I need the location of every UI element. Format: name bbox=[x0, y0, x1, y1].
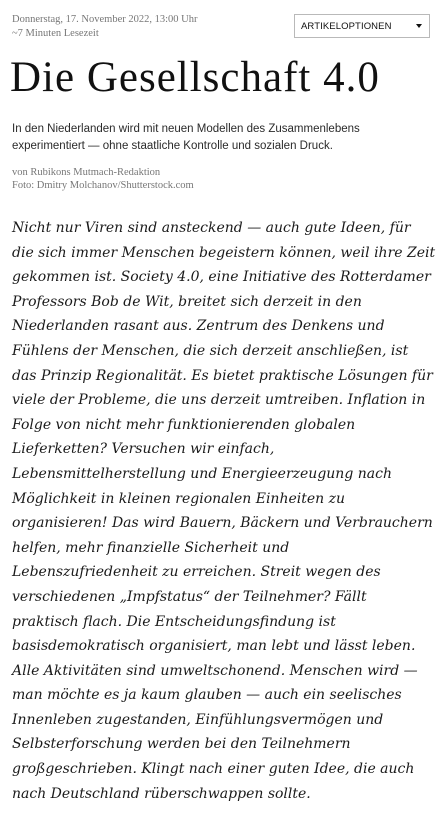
chevron-down-icon bbox=[416, 24, 422, 28]
photo-credit: Foto: Dmitry Molchanov/Shutterstock.com bbox=[12, 180, 194, 191]
reading-time: ~7 Minuten Lesezeit bbox=[12, 28, 99, 39]
article-meta bbox=[12, 13, 197, 41]
article-options-dropdown[interactable] bbox=[294, 14, 430, 38]
publish-date: Donnerstag, 17. November 2022, 13:00 Uhr bbox=[12, 14, 198, 25]
article-lead: In den Niederlanden wird mit neuen Modellen des Zusammenlebens experimentiert — ohne staatliche Kontrolle und sozialen Druck. bbox=[12, 123, 360, 152]
article-credits bbox=[12, 166, 194, 192]
article-author: von Rubikons Mutmach-Redaktion bbox=[12, 167, 161, 178]
article-title: Die Gesellschaft 4.0 bbox=[10, 54, 380, 101]
article-options-label: ARTIKELOPTIONEN bbox=[301, 20, 392, 32]
article-body: Nicht nur Viren sind ansteckend — auch gute Ideen, für die sich immer Menschen begeistern können, weil ihre Zeit gekommen ist. Society 4.0, eine Initiative des Rotterdamer Professors Bob de Wit, breitet sich derzeit in den Niederlanden rasant aus. Zentrum des Denkens und Fühlens der Menschen, die sich derzeit anschließen, ist das Prinzip Regionalität. Es bietet praktische Lösungen für viele der Probleme, die uns derzeit umtreiben. Inflation in Folge von nicht mehr funktionierenden globalen Lieferketten? Versuchen wir einfach, Lebensmittelherstellung und Energieerzeugung nach Möglichkeit in kleinen regionalen Einheiten zu organisieren! Das wird Bauern, Bäckern und Verbrauchern helfen, mehr finanzielle Sicherheit und Lebenszufriedenheit zu erreichen. Streit wegen des verschiedenen „Impfstatus“ der Teilnehmer? Fällt praktisch flach. Die Entscheidungsfindung ist basisdemokratisch organisiert, man lebt und lässt leben. Alle Aktivitäten sind umweltschonend. Menschen wird — man möchte es ja kaum glauben — auch ein seelisches Innenleben zugestanden, Einfühlungsvermögen und Selbsterforschung werden bei den Teilnehmern großgeschrieben. Klingt nach einer guten Idee, die auch nach Deutschland rüberschwappen sollte. bbox=[12, 220, 436, 802]
